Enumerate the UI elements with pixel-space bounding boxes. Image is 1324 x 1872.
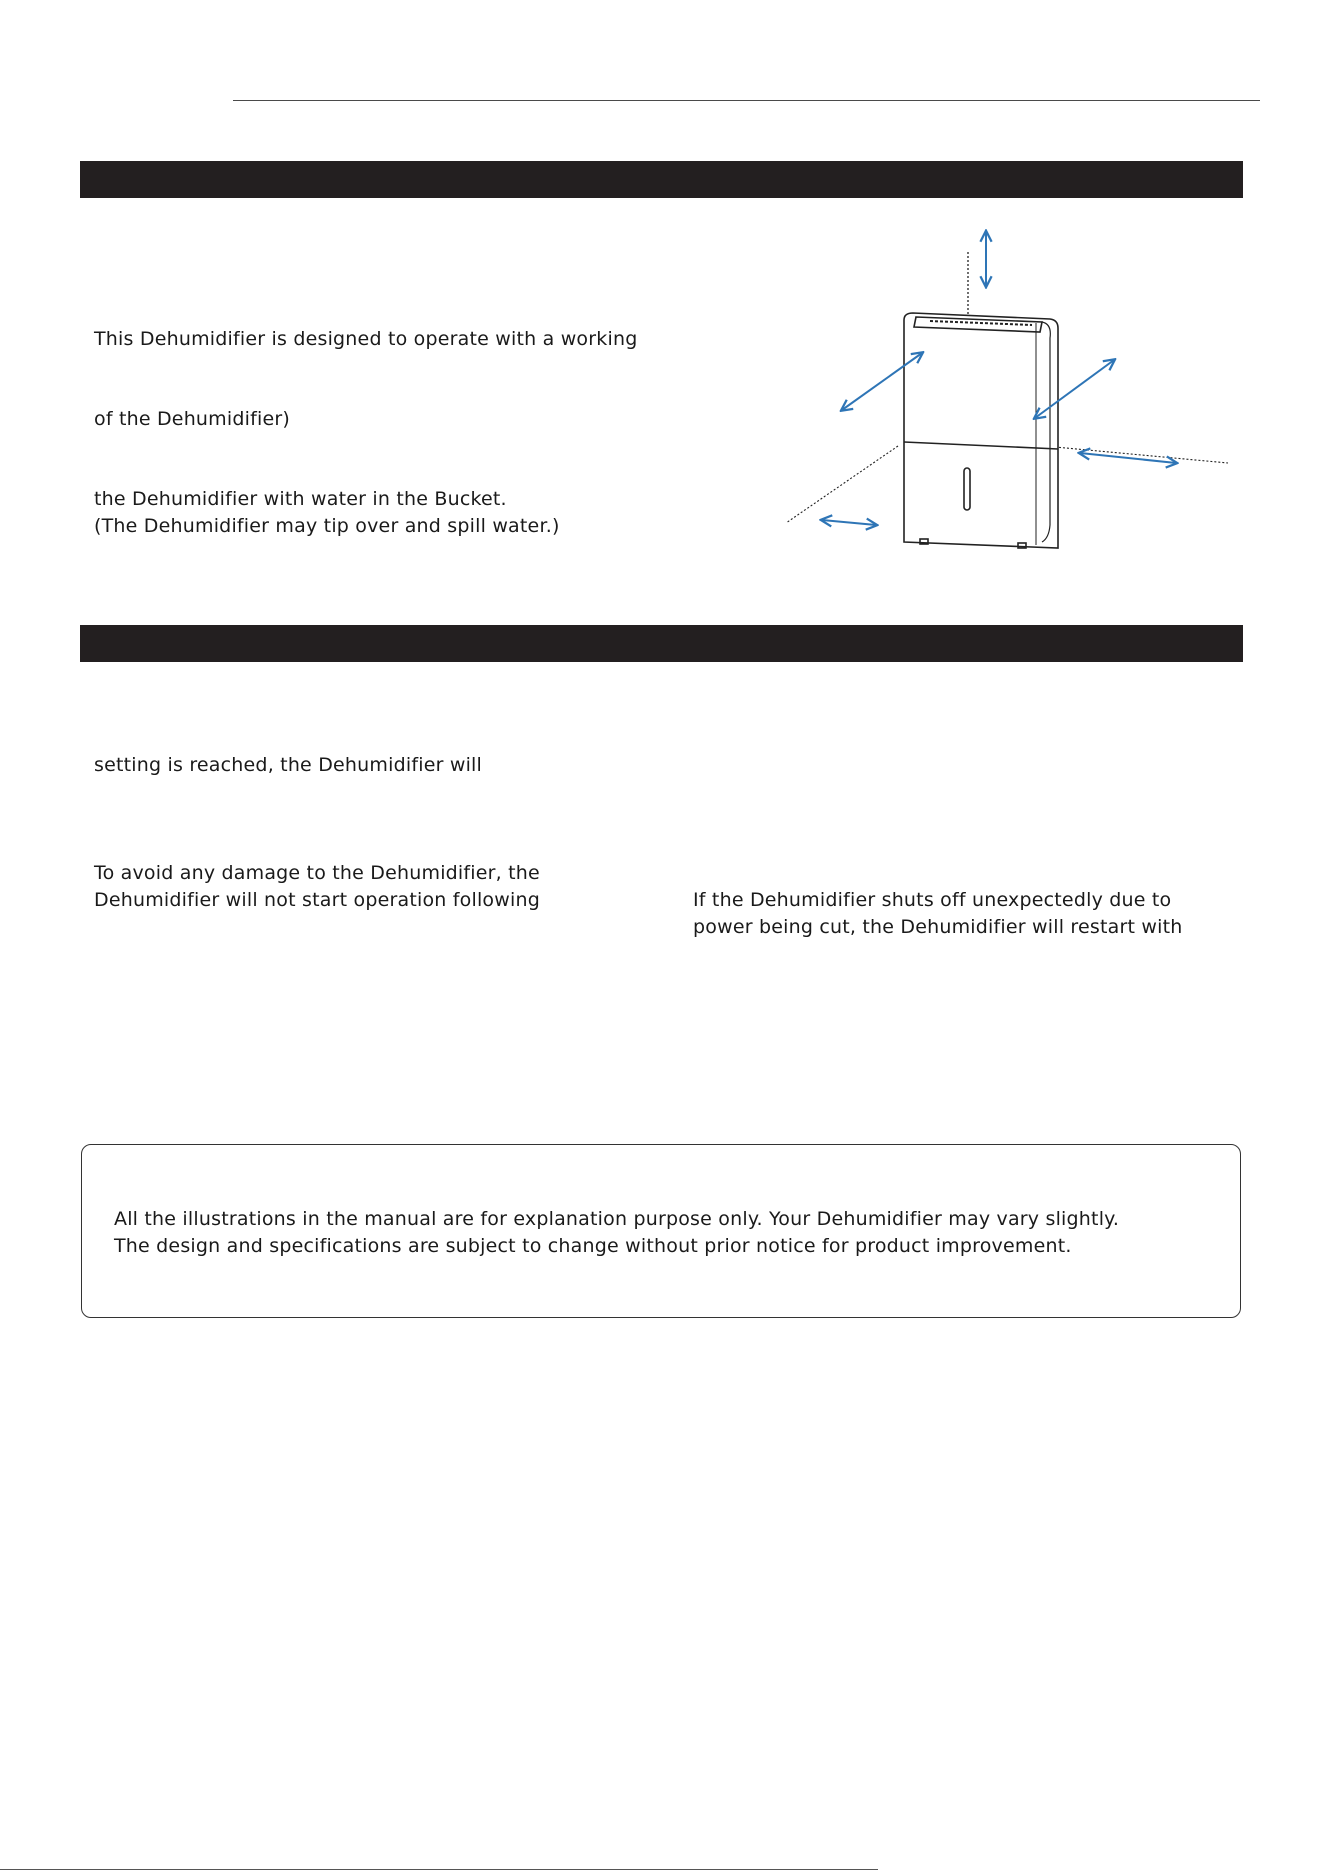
section-2-paragraph-3-line-2: power being cut, the Dehumidifier will restart with [693, 916, 1183, 938]
section-2-paragraph-3-line-1: If the Dehumidifier shuts off unexpectedly due to [693, 889, 1172, 911]
section-2-paragraph-2-line-1: To avoid any damage to the Dehumidifier, the [94, 862, 540, 884]
notice-line-2: The design and specifications are subject to change without prior notice for product improvement. [114, 1235, 1072, 1257]
section-1-paragraph-3-line-2: (The Dehumidifier may tip over and spill water.) [94, 515, 560, 537]
header-rule [233, 100, 1260, 101]
right-floor-line [1055, 447, 1228, 463]
section-1-paragraph-1: This Dehumidifier is designed to operate with a working [94, 328, 638, 350]
footer-rule [0, 1869, 878, 1870]
section-2-paragraph-2-line-2: Dehumidifier will not start operation following [94, 889, 540, 911]
section-2-paragraph-1: setting is reached, the Dehumidifier will [94, 754, 483, 776]
notice-box [81, 1144, 1241, 1318]
notice-line-1: All the illustrations in the manual are for explanation purpose only. Your Dehumidifier may vary slightly. [114, 1208, 1120, 1230]
section-2-header-bar [80, 625, 1243, 662]
section-1-header-bar [80, 161, 1243, 198]
dehumidifier-clearance-illustration [780, 220, 1240, 560]
dehumidifier-unit [904, 313, 1058, 548]
section-1-paragraph-2: of the Dehumidifier) [94, 408, 290, 430]
left-floor-line [786, 446, 898, 523]
section-1-paragraph-3-line-1: the Dehumidifier with water in the Bucket. [94, 488, 507, 510]
